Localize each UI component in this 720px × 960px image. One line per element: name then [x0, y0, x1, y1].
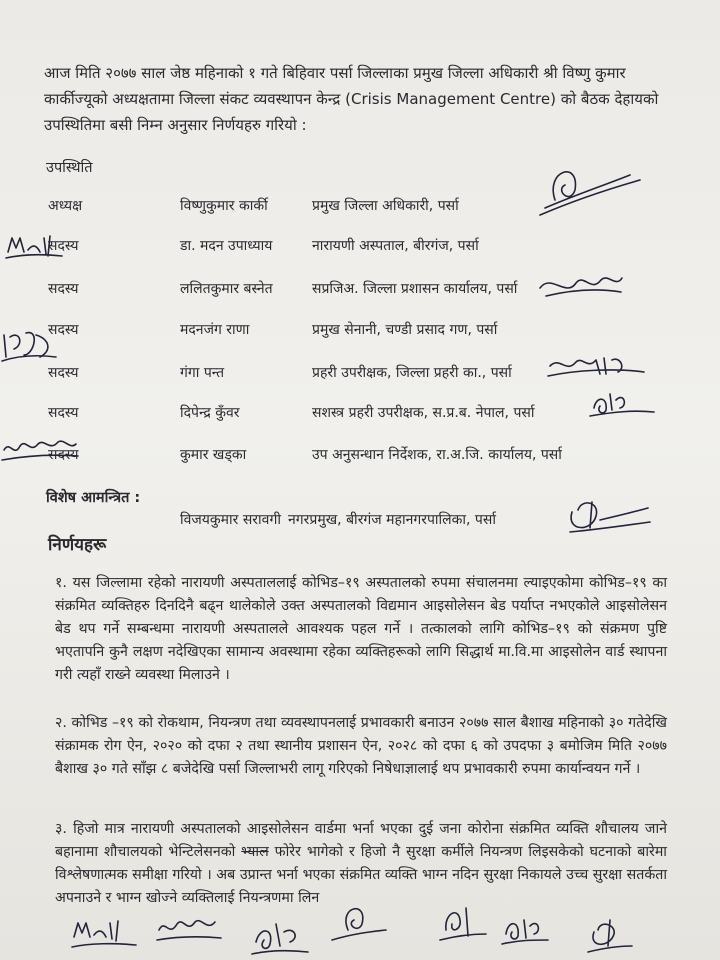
member-position: सशस्त्र प्रहरी उपरीक्षक, स.प्र.ब. नेपाल, पर्सा	[312, 405, 535, 421]
struck-word: भ्याल	[241, 844, 269, 860]
member-role: सदस्य	[48, 365, 79, 381]
signature-bottom-5	[438, 900, 488, 946]
invitee-name: विजयकुमार सरावगी	[180, 512, 281, 528]
member-position: नारायणी अस्पताल, बीरगंज, पर्सा	[312, 238, 479, 254]
signature-bottom-2	[155, 910, 225, 950]
member-name: डा. मदन उपाध्याय	[180, 238, 273, 254]
member-name: ललितकुमार बस्नेत	[180, 281, 273, 297]
member-role: सदस्य	[48, 322, 79, 338]
special-invitee-label: विशेष आमन्त्रित :	[46, 490, 141, 506]
member-position: प्रमुख सेनानी, चण्डी प्रसाद गण, पर्सा	[312, 322, 498, 338]
member-role: सदस्य	[48, 238, 79, 254]
attendance-row	[0, 320, 720, 346]
signature-bottom-6	[500, 910, 550, 950]
signature-bottom-4	[328, 900, 388, 946]
member-role: सदस्य	[48, 281, 79, 297]
intro-paragraph: आज मिति २०७७ साल जेष्ठ महिनाको १ गते बिहिवार पर्सा जिल्लाका प्रमुख जिल्ला अधिकारी श्री विष्णु कुमार कार्कीज्यूको अध्यक्षतामा जिल्ला संकट व्यवस्थापन केन्द्र (Crisis Management Centre) को बैठक देहायको उपस्थितिमा बसी निम्न अनुसार निर्णयहरु गरियो :	[44, 64, 659, 134]
member-position: प्रमुख जिल्ला अधिकारी, पर्सा	[312, 198, 459, 214]
member-name: दिपेन्द्र कुँवर	[180, 405, 240, 421]
signature-madanjung	[0, 325, 60, 365]
signature-kumar	[0, 432, 80, 468]
signature-ganga	[546, 350, 646, 386]
signature-bijay	[562, 492, 652, 536]
member-position: उप अनुसन्धान निर्देशक, रा.अ.जि. कार्यालय, पर्सा	[312, 447, 562, 463]
signature-bottom-7	[584, 912, 634, 956]
decision-text: ३. हिजो मात्र नारायणी अस्पतालको आइसोलेसन वार्डमा भर्ना भएका दुई जना कोरोना संक्रमित व्यक्ति शौचालय जाने बहानामा शौचालयको भेन्टिलेसनको	[55, 821, 667, 860]
member-name: गंगा पन्त	[180, 365, 225, 381]
member-position: प्रहरी उपरीक्षक, जिल्ला प्रहरी का., पर्सा	[312, 365, 512, 381]
decision-paragraph	[55, 818, 667, 910]
attendance-label: उपस्थिति	[46, 160, 93, 176]
member-name: विष्णुकुमार कार्की	[180, 198, 268, 214]
member-role: अध्यक्ष	[48, 198, 83, 214]
member-position: सप्रजिअ. जिल्ला प्रशासन कार्यालय, पर्सा	[312, 281, 518, 297]
signature-chair	[535, 160, 645, 220]
decision-paragraph: २. कोभिड –१९ को रोकथाम, नियन्त्रण तथा व्यवस्थापनलाई प्रभावकारी बनाउन २०७७ साल बैशाख महिनाको ३० गतेदेखि संक्रामक रोग ऐन, २०२० को दफा २ तथा स्थानीय प्रशासन ऐन, २०२८ को दफा ६ को उपदफा ३ बमोजिम मिति २०७७ बैशाख ३० गते साँझ ८ बजेदेखि पर्सा जिल्लाभरी लागू गरिएको निषेधाज्ञालाई थप प्रभावकारी रुपमा कार्यान्वयन गर्ने ।	[55, 715, 667, 777]
invitee-position: नगरप्रमुख, बीरगंज महानगरपालिका, पर्सा	[288, 512, 496, 528]
decision-text: फोरेर भागेको र हिजो नै सुरक्षा कर्मीले नियन्त्रण लिइसकेको घटनाको बारेमा विश्लेषणात्मक समीक्षा गरियो । अब उप्रान्त भर्ना भएका संक्रमित व्यक्ति भाग्न नदिन सुरक्षा निकायले उच्च सुरक्षा सतर्कता अपनाउने र भाग्न खोज्ने व्यक्तिलाई नियन्त्रणमा लिन	[55, 844, 667, 906]
signature-bottom-3	[250, 912, 310, 958]
member-role: सदस्य	[48, 447, 79, 463]
member-role: सदस्य	[48, 405, 79, 421]
attendance-row	[0, 445, 720, 471]
member-name: मदनजंग राणा	[180, 322, 250, 338]
signature-margin-madan	[4, 232, 64, 262]
member-name: कुमार खड्का	[180, 447, 247, 463]
signature-lalit	[536, 268, 626, 308]
signature-bottom-1	[70, 915, 140, 951]
attendance-row	[0, 236, 720, 262]
decision-paragraph: १. यस जिल्लामा रहेको नारायणी अस्पताललाई कोभिड–१९ अस्पतालको रुपमा संचालनमा ल्याइएकोमा कोभिड–१९ का संक्रमित व्यक्तिहरु दिनदिनै बढ्न थालेकोले उक्त अस्पतालको विद्यमान आइसोलेसन बेड पर्याप्त नभएकोले आइसोलेसन बेड थप गर्ने सम्बन्धमा नारायणी अस्पतालले आवश्यक पहल गर्ने । तत्कालको लागि कोभिड–१९ को संक्रमण पुष्टि भएतापनि कुनै लक्षण नदेखिएका सामान्य अवस्थामा रहेका व्यक्तिहरूको लागि सिद्धार्थ मा.वि.मा आइसोलेन वार्ड स्थापना गरी त्यहाँ राख्ने व्यवस्था मिलाउने ।	[55, 575, 667, 683]
signature-dipendra	[588, 386, 658, 422]
decisions-heading: निर्णयहरू	[48, 535, 107, 555]
